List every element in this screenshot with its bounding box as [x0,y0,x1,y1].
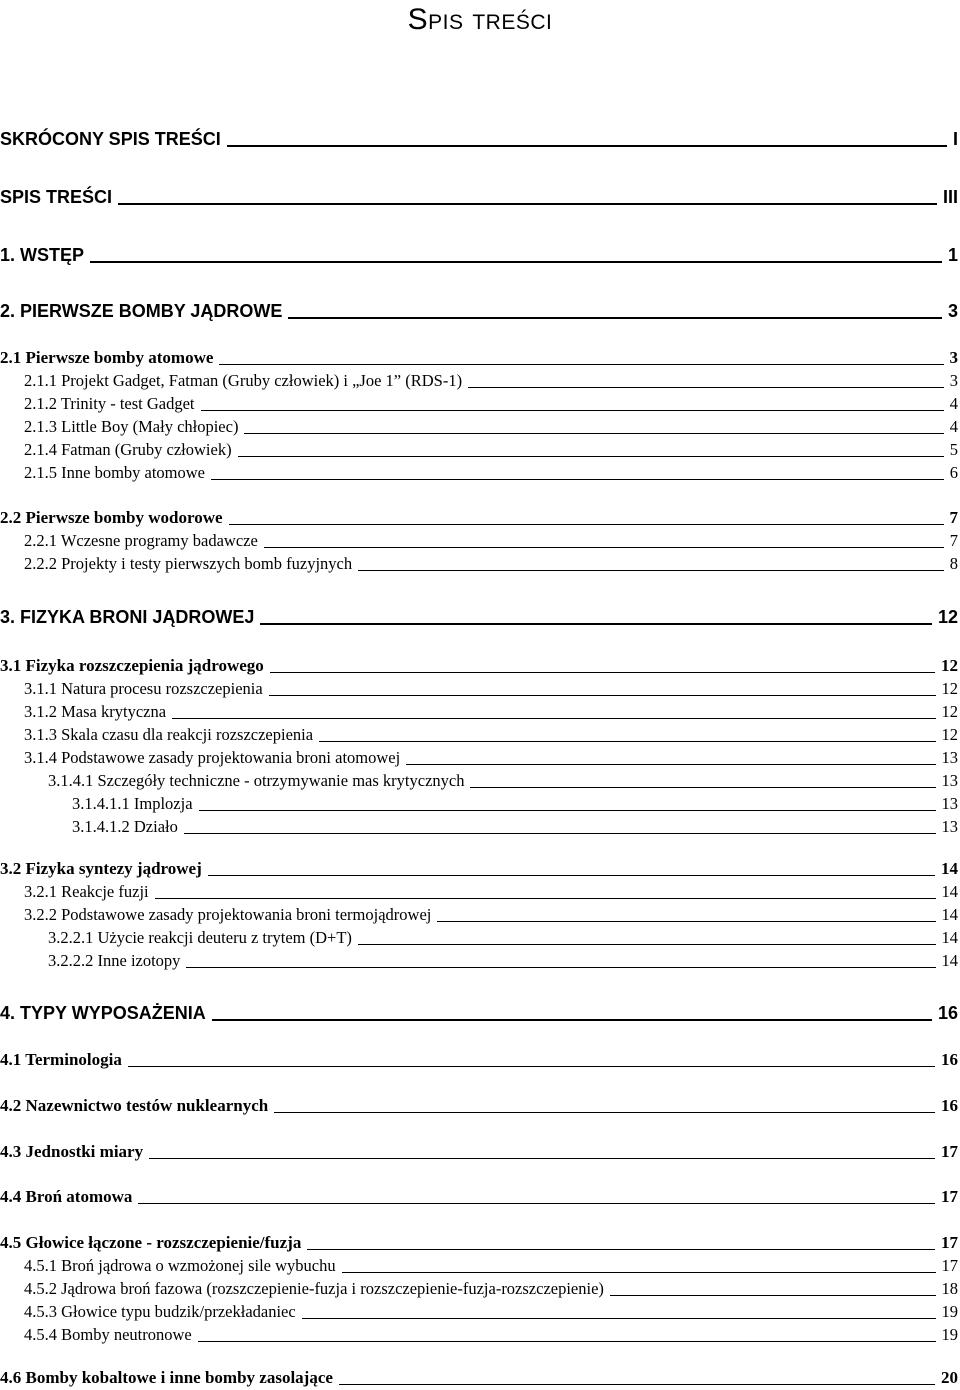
toc-leader-line [90,261,942,263]
toc-entry[interactable] [24,392,958,414]
toc-page-number: 17 [941,1256,958,1275]
toc-page-number: 14 [941,928,958,947]
toc-page-number: 12 [941,702,958,721]
toc-leader-line [339,1384,935,1385]
toc-leader-line [199,810,936,811]
toc-page-number: 12 [937,607,958,627]
toc-entry-title: 4.5.4 Bomby neutronowe [24,1325,192,1344]
toc-entry-title: 1. WSTĘP [0,245,85,265]
toc-leader-line [307,1249,935,1250]
toc-entry[interactable] [0,184,958,208]
toc-entry-title: 4. TYPY WYPOSAŻENIA [0,1003,206,1023]
toc-page-number: I [952,129,958,149]
toc-page-number: 17 [941,1142,958,1161]
toc-entry-title: 2.1.3 Little Boy (Mały chłopiec) [24,417,239,436]
toc-page-number: 20 [941,1368,958,1387]
toc-page-number: 7 [949,531,958,550]
toc-entry-title: 2.1.4 Fatman (Gruby człowiek) [24,440,232,459]
toc-entry[interactable] [48,949,958,971]
toc-page-number: 4 [949,394,958,413]
toc-page-number: 5 [949,440,958,459]
toc-entry-title: SKRÓCONY SPIS TREŚCI [0,129,221,149]
toc-leader-line [219,364,943,365]
toc-entry-title: 3.1.4.1.2 Działo [72,817,178,836]
toc-page-number: 13 [941,771,958,790]
toc-entry[interactable] [24,1300,958,1322]
toc-page-number: 3 [949,348,958,367]
toc-entry-title: 3. FIZYKA BRONI JĄDROWEJ [0,607,255,627]
toc-leader-line [264,547,944,548]
toc-page-number: III [942,187,958,207]
toc-leader-line [149,1158,935,1159]
toc-entry[interactable] [0,1366,958,1388]
toc-page-number: 19 [941,1325,958,1344]
toc-entry[interactable] [24,369,958,391]
toc-leader-line [319,741,935,742]
toc-page-number: 16 [941,1050,958,1069]
toc-entry-title: 2.2.1 Wczesne programy badawcze [24,531,258,550]
toc-entry-title: 2.1 Pierwsze bomby atomowe [0,348,214,367]
toc-leader-line [186,967,935,968]
toc-leader-line [138,1203,935,1204]
toc-entry[interactable] [0,1048,958,1070]
toc-entry-title: 3.1.4.1.1 Implozja [72,794,193,813]
toc-entry[interactable] [0,126,958,150]
toc-entry[interactable] [0,1000,958,1024]
toc-page-number: 13 [941,748,958,767]
toc-leader-line [270,672,935,673]
toc-leader-line [342,1272,936,1273]
toc-leader-line [155,898,936,899]
toc-page-number: 12 [941,656,958,675]
toc-leader-line [229,524,944,525]
toc-leader-line [260,623,932,625]
toc-entry-title: 4.4 Broń atomowa [0,1187,133,1206]
toc-page-number: 16 [941,1096,958,1115]
toc-leader-line [406,764,935,765]
toc-entry[interactable] [0,1140,958,1162]
toc-entry[interactable] [24,461,958,483]
toc-entry-title: 2.2.2 Projekty i testy pierwszych bomb fuzyjnych [24,554,353,573]
toc-leader-line [128,1066,935,1067]
toc-entry-title: SPIS TREŚCI [0,187,113,207]
toc-leader-line [437,921,935,922]
toc-page-number: 6 [949,463,958,482]
toc-leader-line [470,787,935,788]
toc-entry[interactable] [72,815,958,837]
toc-leader-line [302,1318,936,1319]
toc-entry-title: 4.5.3 Głowice typu budzik/przekładaniec [24,1302,296,1321]
toc-entry-title: 3.1.4 Podstawowe zasady projektowania broni atomowej [24,748,401,767]
toc-leader-line [201,410,944,411]
toc-page-number: 14 [941,905,958,924]
toc-leader-line [184,833,936,834]
toc-page-number: 1 [947,245,958,265]
toc-entry-title: 2.1.2 Trinity - test Gadget [24,394,195,413]
toc-page-number: 12 [941,725,958,744]
toc-entry[interactable] [0,857,958,879]
toc-leader-line [172,718,935,719]
toc-leader-line [198,1341,936,1342]
toc-leader-line [358,570,944,571]
toc-entry-title: 4.3 Jednostki miary [0,1142,144,1161]
toc-entry[interactable] [0,242,958,266]
toc-entry[interactable] [24,529,958,551]
toc-entry-title: 3.2.2 Podstawowe zasady projektowania broni termojądrowej [24,905,432,924]
toc-leader-line [238,456,944,457]
toc-entry[interactable] [24,723,958,745]
toc-entry-title: 2.2 Pierwsze bomby wodorowe [0,508,223,527]
toc-entry[interactable] [0,604,958,628]
toc-entry[interactable] [24,415,958,437]
toc-leader-line [468,387,944,388]
toc-entry-title: 3.2 Fizyka syntezy jądrowej [0,859,202,878]
toc-entry[interactable] [24,438,958,460]
toc-page-number: 12 [941,679,958,698]
toc-leader-line [211,479,944,480]
toc-page-number: 3 [947,301,958,321]
toc-page-number: 8 [949,554,958,573]
toc-entry-title: 3.1.2 Masa krytyczna [24,702,167,721]
toc-entry-title: 4.5.2 Jądrowa broń fazowa (rozszczepienie-fuzja i rozszczepienie-fuzja-rozszczepienie) [24,1279,604,1298]
toc-entry[interactable] [24,677,958,699]
toc-page-number: 7 [949,508,958,527]
toc-page-number: 17 [941,1187,958,1206]
toc-entry-title: 4.6 Bomby kobaltowe i inne bomby zasolające [0,1368,333,1387]
toc-page-number: 13 [941,794,958,813]
toc-entry[interactable] [24,746,958,768]
toc-entry[interactable] [24,1277,958,1299]
toc-entry-title: 4.5 Głowice łączone - rozszczepienie/fuzja [0,1233,302,1252]
toc-entry-title: 3.1.3 Skala czasu dla reakcji rozszczepienia [24,725,314,744]
toc-entry[interactable] [24,552,958,574]
toc-page-number: 4 [949,417,958,436]
toc-entry-title: 2.1.5 Inne bomby atomowe [24,463,206,482]
toc-leader-line [208,875,935,876]
toc-entry-title: 2. PIERWSZE BOMBY JĄDROWE [0,301,283,321]
toc-entry-title: 2.1.1 Projekt Gadget, Fatman (Gruby człowiek) i „Joe 1” (RDS-1) [24,371,463,390]
toc-entry[interactable] [24,1323,958,1345]
toc-page-number: 14 [941,859,958,878]
toc-entry-title: 4.2 Nazewnictwo testów nuklearnych [0,1096,269,1115]
toc-entry-title: 3.2.1 Reakcje fuzji [24,882,149,901]
toc-entry[interactable] [0,1094,958,1116]
toc-entry[interactable] [0,506,958,528]
toc-page-number: 3 [949,371,958,390]
toc-page-number: 19 [941,1302,958,1321]
toc-leader-line [244,433,943,434]
toc-entry[interactable] [24,880,958,902]
toc-leader-line [610,1295,936,1296]
toc-entry-title: 3.1 Fizyka rozszczepienia jądrowego [0,656,264,675]
toc-page-number: 14 [941,951,958,970]
toc-page-number: 17 [941,1233,958,1252]
toc-page-number: 13 [941,817,958,836]
toc-entry[interactable] [24,903,958,925]
toc-entry-title: 3.1.1 Natura procesu rozszczepienia [24,679,263,698]
toc-entry[interactable] [48,769,958,791]
toc-entry-title: 4.1 Terminologia [0,1050,122,1069]
toc-entry[interactable] [0,346,958,368]
toc-entry[interactable] [0,654,958,676]
toc-entry[interactable] [24,1254,958,1276]
toc-page-number: 18 [941,1279,958,1298]
toc-entry-title: 3.2.2.1 Użycie reakcji deuteru z trytem (D+T) [48,928,352,947]
toc-leader-line [288,317,942,319]
toc-leader-line [212,1019,932,1021]
toc-entry[interactable] [0,1231,958,1253]
toc-page-number: 16 [937,1003,958,1023]
toc-leader-line [274,1112,935,1113]
toc-leader-line [358,944,936,945]
toc-entry-title: 3.2.2.2 Inne izotopy [48,951,181,970]
toc-leader-line [227,145,947,147]
toc-entry[interactable] [72,792,958,814]
toc-leader-line [118,203,937,205]
toc-entry[interactable] [0,1185,958,1207]
page-title: Spis treści [407,3,553,36]
toc-entry[interactable] [48,926,958,948]
toc-entry-title: 4.5.1 Broń jądrowa o wzmożonej sile wybuchu [24,1256,336,1275]
toc-entry[interactable] [24,700,958,722]
toc-entry-title: 3.1.4.1 Szczegóły techniczne - otrzymywanie mas krytycznych [48,771,465,790]
toc-entry[interactable] [0,298,958,322]
toc-leader-line [269,695,936,696]
toc-page-number: 14 [941,882,958,901]
